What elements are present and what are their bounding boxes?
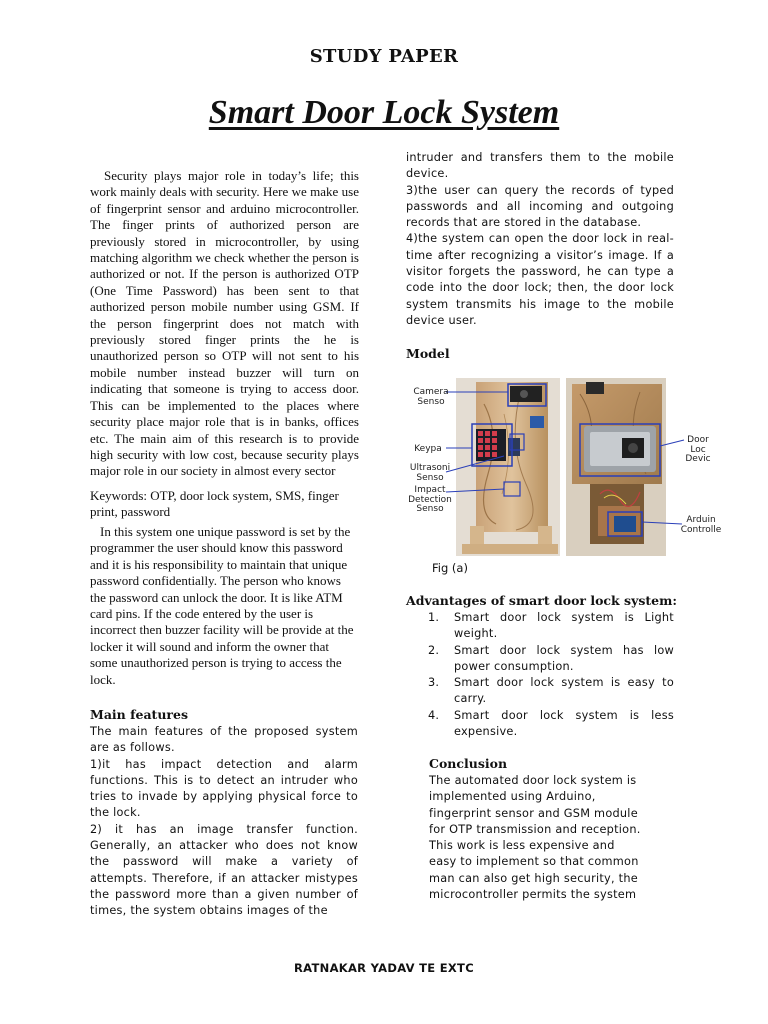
advantages-list bbox=[428, 610, 674, 740]
keywords-block bbox=[90, 488, 359, 521]
main-features-heading: Main features bbox=[90, 707, 188, 722]
feature-2-text: 2) it has an image transfer function. Generally, an attacker who does not know the password will make a variety of attempts. Therefore, if an attacker mistypes the password more than a given number of times, the system obtains images of the bbox=[90, 822, 358, 918]
intro-block bbox=[90, 524, 359, 688]
main-features-intro: The main features of the proposed system are as follows. bbox=[90, 725, 358, 755]
label-camera-sensor: Camera Senso bbox=[413, 387, 449, 407]
label-keypad: Keypa bbox=[414, 444, 442, 454]
feature-1-text: 1)it has impact detection and alarm functions. This is to detect an intruder who tries to invade by applying physical force to the lock. bbox=[90, 757, 358, 820]
feature-4-text: 4)the system can open the door lock in real-time after recognizing a visitor’s image. If a visitor forgets the password, he can type a code into the door lock; then, the door lock system transmits his image to the mobile device user. bbox=[406, 232, 674, 327]
left-photo bbox=[456, 378, 560, 556]
list-item: 2. Smart door lock system has low power consumption. bbox=[428, 643, 674, 673]
conclusion-block bbox=[429, 773, 643, 903]
conclusion-text: The automated door lock system is implemented using Arduino, fingerprint sensor and GSM module for OTP transmission and reception. This work is less expensive and easy to implement so that common man can also get high security, the microcontroller permits the system bbox=[429, 774, 641, 902]
label-door-lock-device: Door Loc Devic bbox=[685, 435, 711, 464]
label-arduino-controller: Arduin Controlle bbox=[680, 515, 722, 535]
footer-author: RATNAKAR YADAV TE EXTC bbox=[294, 961, 474, 975]
right-photo bbox=[566, 378, 666, 556]
list-item: 3. Smart door lock system is easy to carry. bbox=[428, 676, 674, 706]
label-ultrasonic-sensor: Ultrasoni Senso bbox=[409, 463, 451, 483]
intro-text: In this system one unique password is set by the programmer the user should know this password and it is his responsibility to maintain that unique password confidentially. The person who knows the password can unlock the door. It is like ATM card pins. If the code entered by the user is incorrect then buzzer facility will be provide at the locker it will sound and inform the owner that some unauthorized person is trying to access the lock. bbox=[90, 524, 354, 687]
feature-3-text: 3)the user can query the records of typed passwords and all incoming and outgoing records that are stored in the database. bbox=[406, 183, 674, 230]
abstract-block bbox=[90, 168, 359, 480]
features-continued-block bbox=[406, 150, 674, 329]
list-item: 4. Smart door lock system is less expensive. bbox=[428, 708, 674, 739]
abstract-text: Security plays major role in today’s life; this work mainly deals with security. Here we make use of fingerprint sensor and arduino microcontroller. The finger prints of authorized person are previously stored in microcontroller, by using matching algorithm we check whether the person is authorized or not. If the person is authorized OTP (One Time Password) has been sent to that authorized person mobile number using GSM. If the person fingerprint does not match with previously stored finger prints the he is unauthorized person so OTP will not sent to his mobile number instead buzzer will turn on indicating that someone is trying to access door. This can be implemented to the places where security place major role that is in banks, offices etc. The main aim of this research is to provide high security with low cost, because security plays major role in our society in almost every sector bbox=[90, 168, 359, 479]
main-features-block bbox=[90, 724, 358, 920]
keywords-text: Keywords: OTP, door lock system, SMS, finger print, password bbox=[90, 488, 339, 520]
conclusion-heading: Conclusion bbox=[429, 756, 508, 771]
figure-caption: Fig (a) bbox=[432, 561, 468, 575]
advantages-heading: Advantages of smart door lock system: bbox=[406, 593, 677, 608]
paper-kicker: STUDY PAPER bbox=[309, 46, 459, 67]
model-figure bbox=[400, 374, 730, 560]
model-heading: Model bbox=[406, 346, 450, 361]
label-impact-sensor: Impact Detection Senso bbox=[408, 485, 452, 514]
feature-2-continued: intruder and transfers them to the mobile device. bbox=[406, 151, 674, 181]
list-item: 1. Smart door lock system is Light weight. bbox=[428, 611, 674, 641]
paper-title: Smart Door Lock System bbox=[208, 94, 560, 131]
